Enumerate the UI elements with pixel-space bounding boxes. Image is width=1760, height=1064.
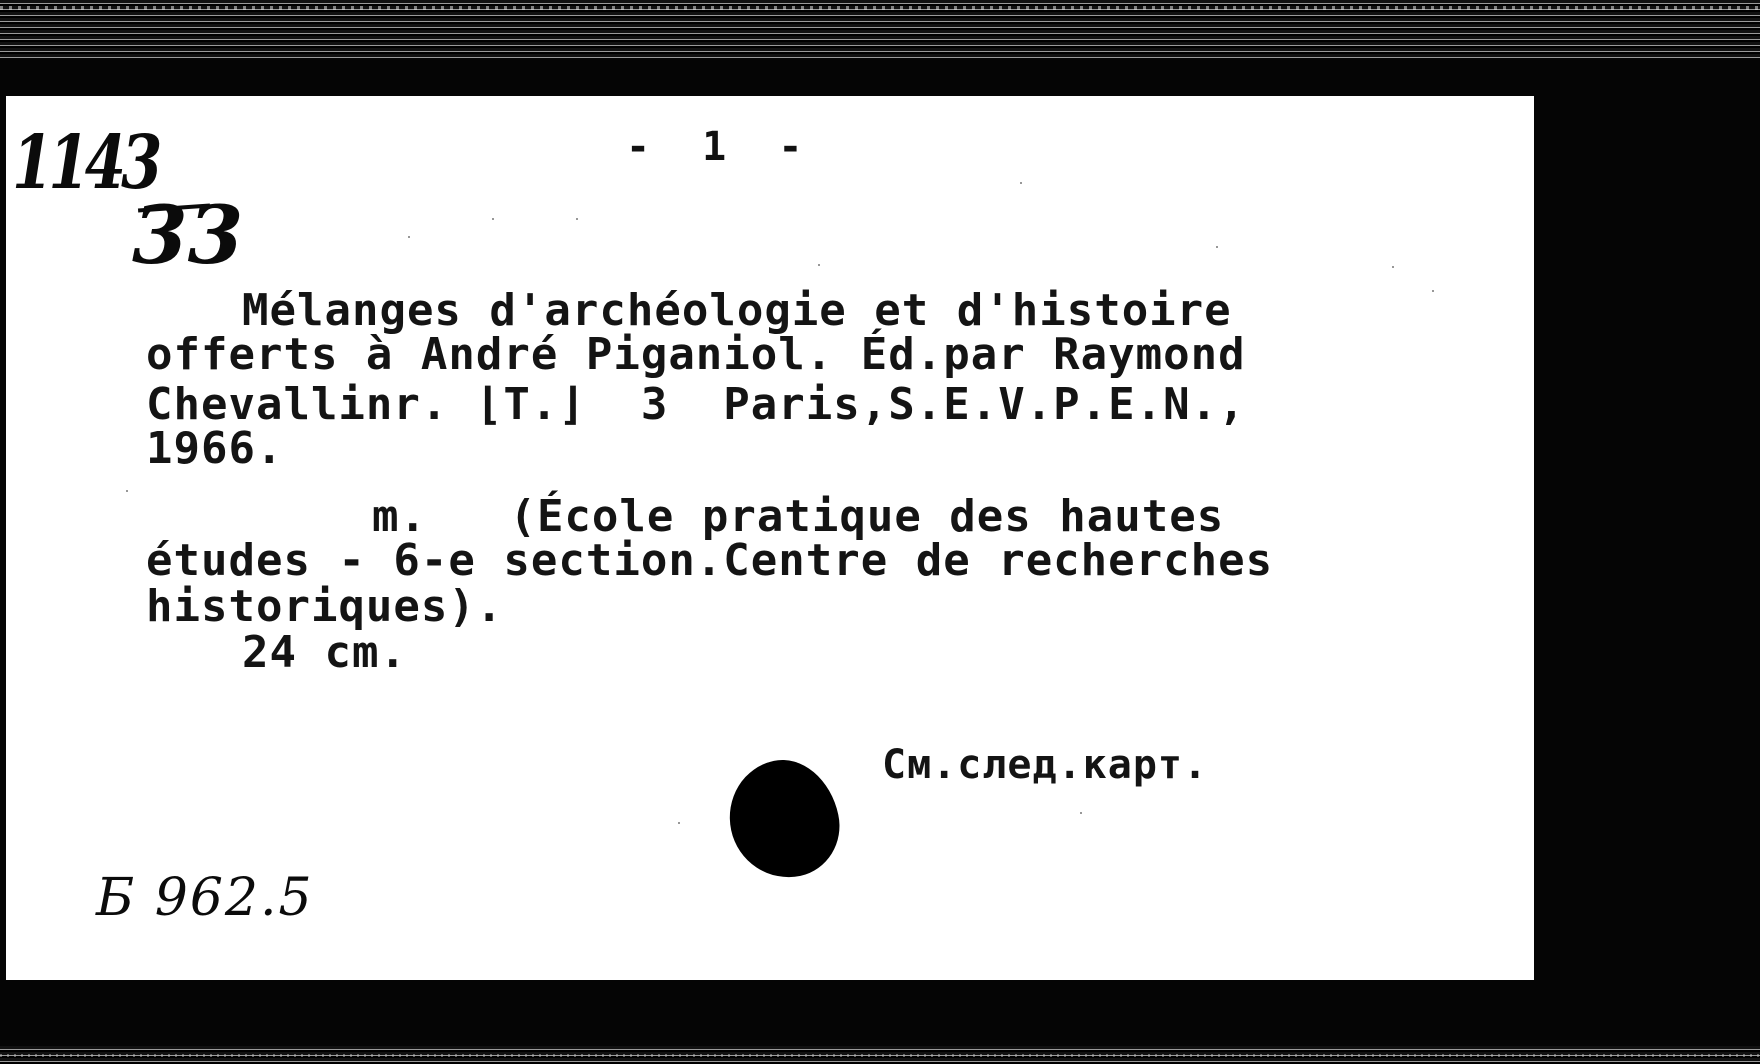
scan-speck	[1020, 182, 1022, 184]
scan-speck	[678, 822, 680, 824]
card-text-line-6: études - 6-e section.Centre de recherches	[146, 535, 1274, 586]
shelf-mark-bottom: 33	[132, 188, 244, 282]
scan-speck	[1080, 812, 1082, 814]
film-strip-bottom	[0, 1046, 1760, 1064]
card-text-line-2: offerts à André Piganiol. Éd.par Raymond	[146, 329, 1246, 380]
card-text-line-7: historiques).	[146, 581, 504, 632]
card-text-line-8: 24 cm.	[242, 627, 407, 678]
card-text-line-3: Chevallinr. ⌊T.⌋ 3 Paris,S.E.V.P.E.N.,	[146, 379, 1246, 430]
card-text-line-4: 1966.	[146, 423, 284, 474]
scan-speck	[492, 218, 494, 220]
card-text-line-5: m. (École pratique des hautes	[372, 491, 1225, 542]
scan-speck	[408, 236, 410, 238]
page-number: - 1 -	[626, 124, 817, 170]
shelf-mark-top: 1143	[12, 120, 158, 206]
catalog-card	[6, 96, 1534, 980]
scan-speck	[1216, 246, 1218, 248]
scan-speck	[1392, 266, 1394, 268]
call-number: Б 962.5	[96, 868, 314, 928]
punch-hole	[719, 750, 849, 888]
scan-speck	[576, 218, 578, 220]
scan-speck	[818, 264, 820, 266]
see-next-card-note: См.след.карт.	[882, 742, 1209, 788]
scan-speck	[126, 490, 128, 492]
card-text-line-1: Mélanges d'archéologie et d'histoire	[242, 285, 1232, 336]
scan-speck	[1432, 290, 1434, 292]
film-strip-top	[0, 0, 1760, 58]
